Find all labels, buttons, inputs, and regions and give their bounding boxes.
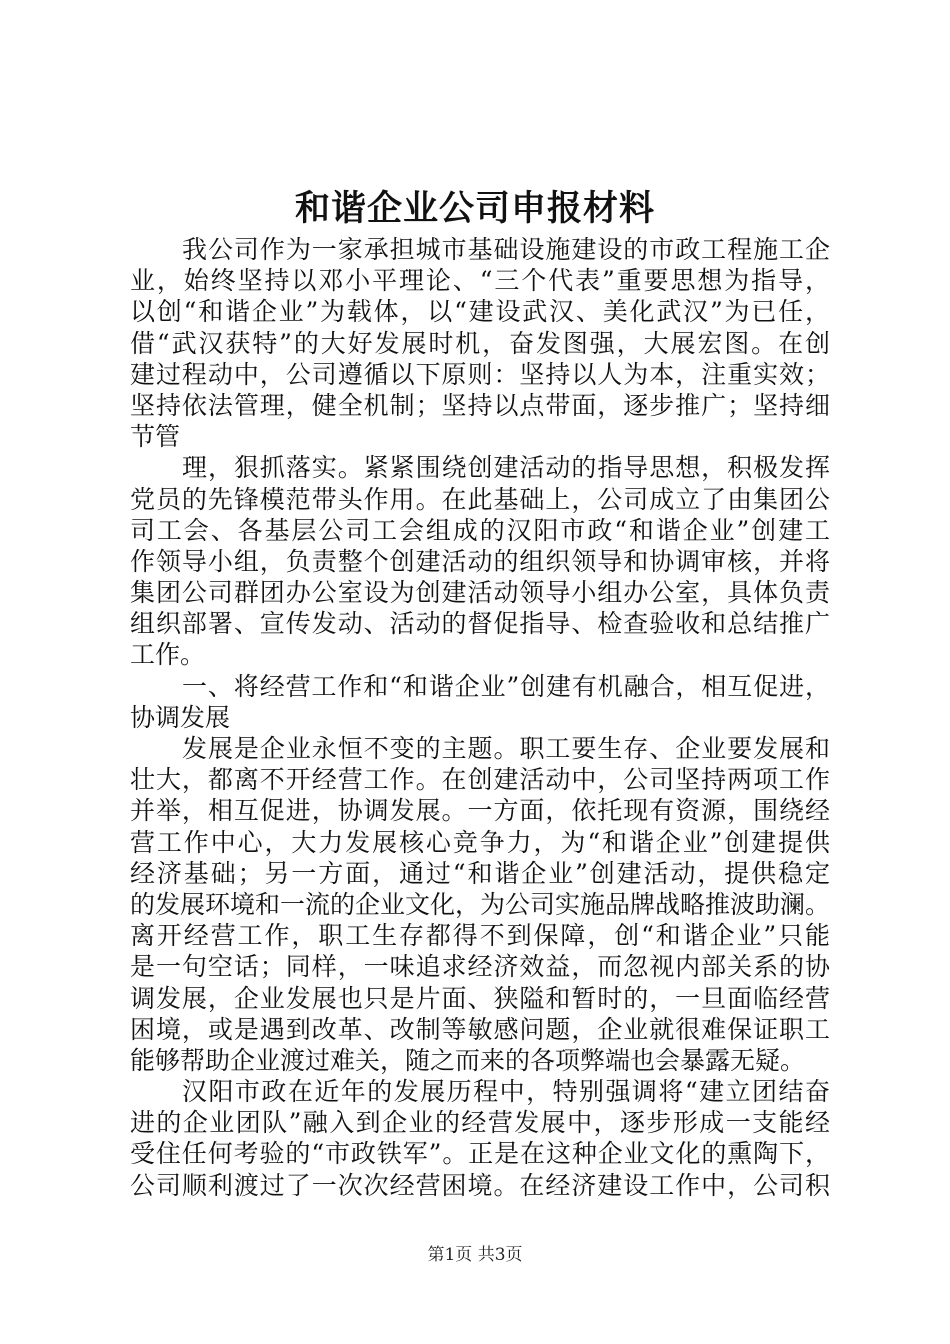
text-line: 困境，或是遇到改革、改制等敏感问题，企业就很难保证职工 [130,1014,830,1044]
document-title: 和谐企业公司申报材料 [294,188,655,229]
page-number-footer: 第1页 共3页 [427,1245,523,1265]
text-line: 汉阳市政在近年的发展历程中，特别强调将“建立团结奋 [182,1077,830,1107]
text-line: 党员的先锋模范带头作用。在此基础上，公司成立了由集团公 [130,484,830,514]
text-line: 公司顺利渡过了一次次经营困境。在经济建设工作中，公司积 [130,1170,830,1200]
text-line: 借“武汉获特”的大好发展时机，奋发图强，大展宏图。在创 [130,328,830,358]
text-line: 坚持依法管理，健全机制；坚持以点带面，逐步推广；坚持细 [130,390,830,420]
text-line: 集团公司群团办公室设为创建活动领导小组办公室，具体负责 [130,578,830,608]
text-line: 调发展，企业发展也只是片面、狭隘和暂时的，一旦面临经营 [130,983,830,1013]
text-line: 受住任何考验的“市政铁军”。正是在这种企业文化的熏陶下， [130,1139,830,1169]
text-line: 作领导小组，负责整个创建活动的组织领导和协调审核，并将 [130,546,830,576]
text-line: 能够帮助企业渡过难关，随之而来的各项弊端也会暴露无疑。 [130,1045,806,1075]
text-line: 并举，相互促进，协调发展。一方面，依托现有资源，围绕经 [130,796,830,826]
text-line: 的发展环境和一流的企业文化，为公司实施品牌战略推波助澜。 [130,889,831,919]
text-line: 建过程动中，公司遵循以下原则：坚持以人为本，注重实效； [130,359,830,389]
text-line: 我公司作为一家承担城市基础设施建设的市政工程施工企 [182,235,830,264]
text-line: 营工作中心，大力发展核心竞争力，为“和谐企业”创建提供 [130,827,830,857]
text-line: 工作。 [130,640,206,670]
document-body [130,234,830,1201]
text-line: 是一句空话；同样，一味追求经济效益，而忽视内部关系的协 [130,952,830,982]
text-line: 司工会、各基层公司工会组成的汉阳市政“和谐企业”创建工 [130,515,830,545]
text-line: 经济基础；另一方面，通过“和谐企业”创建活动，提供稳定 [130,858,830,888]
text-line: 理，狠抓落实。紧紧围绕创建活动的指导思想，积极发挥 [182,453,830,483]
text-line: 以创“和谐企业”为载体，以“建设武汉、美化武汉”为已任， [130,297,830,327]
text-line: 业，始终坚持以邓小平理论、“三个代表”重要思想为指导， [130,266,830,296]
section-heading-line: 协调发展 [130,702,231,732]
text-line: 壮大，都离不开经营工作。在创建活动中，公司坚持两项工作 [130,765,830,795]
text-line: 组织部署、宣传发动、活动的督促指导、检查验收和总结推广 [130,609,830,639]
text-line: 进的企业团队”融入到企业的经营发展中，逐步形成一支能经 [130,1108,830,1138]
text-line: 发展是企业永恒不变的主题。职工要生存、企业要发展和 [182,734,830,763]
text-line: 节管 [130,422,181,452]
text-line: 离开经营工作，职工生存都得不到保障，创“和谐企业”只能 [130,921,830,951]
section-heading-line: 一、将经营工作和“和谐企业”创建有机融合，相互促进， [182,671,830,701]
